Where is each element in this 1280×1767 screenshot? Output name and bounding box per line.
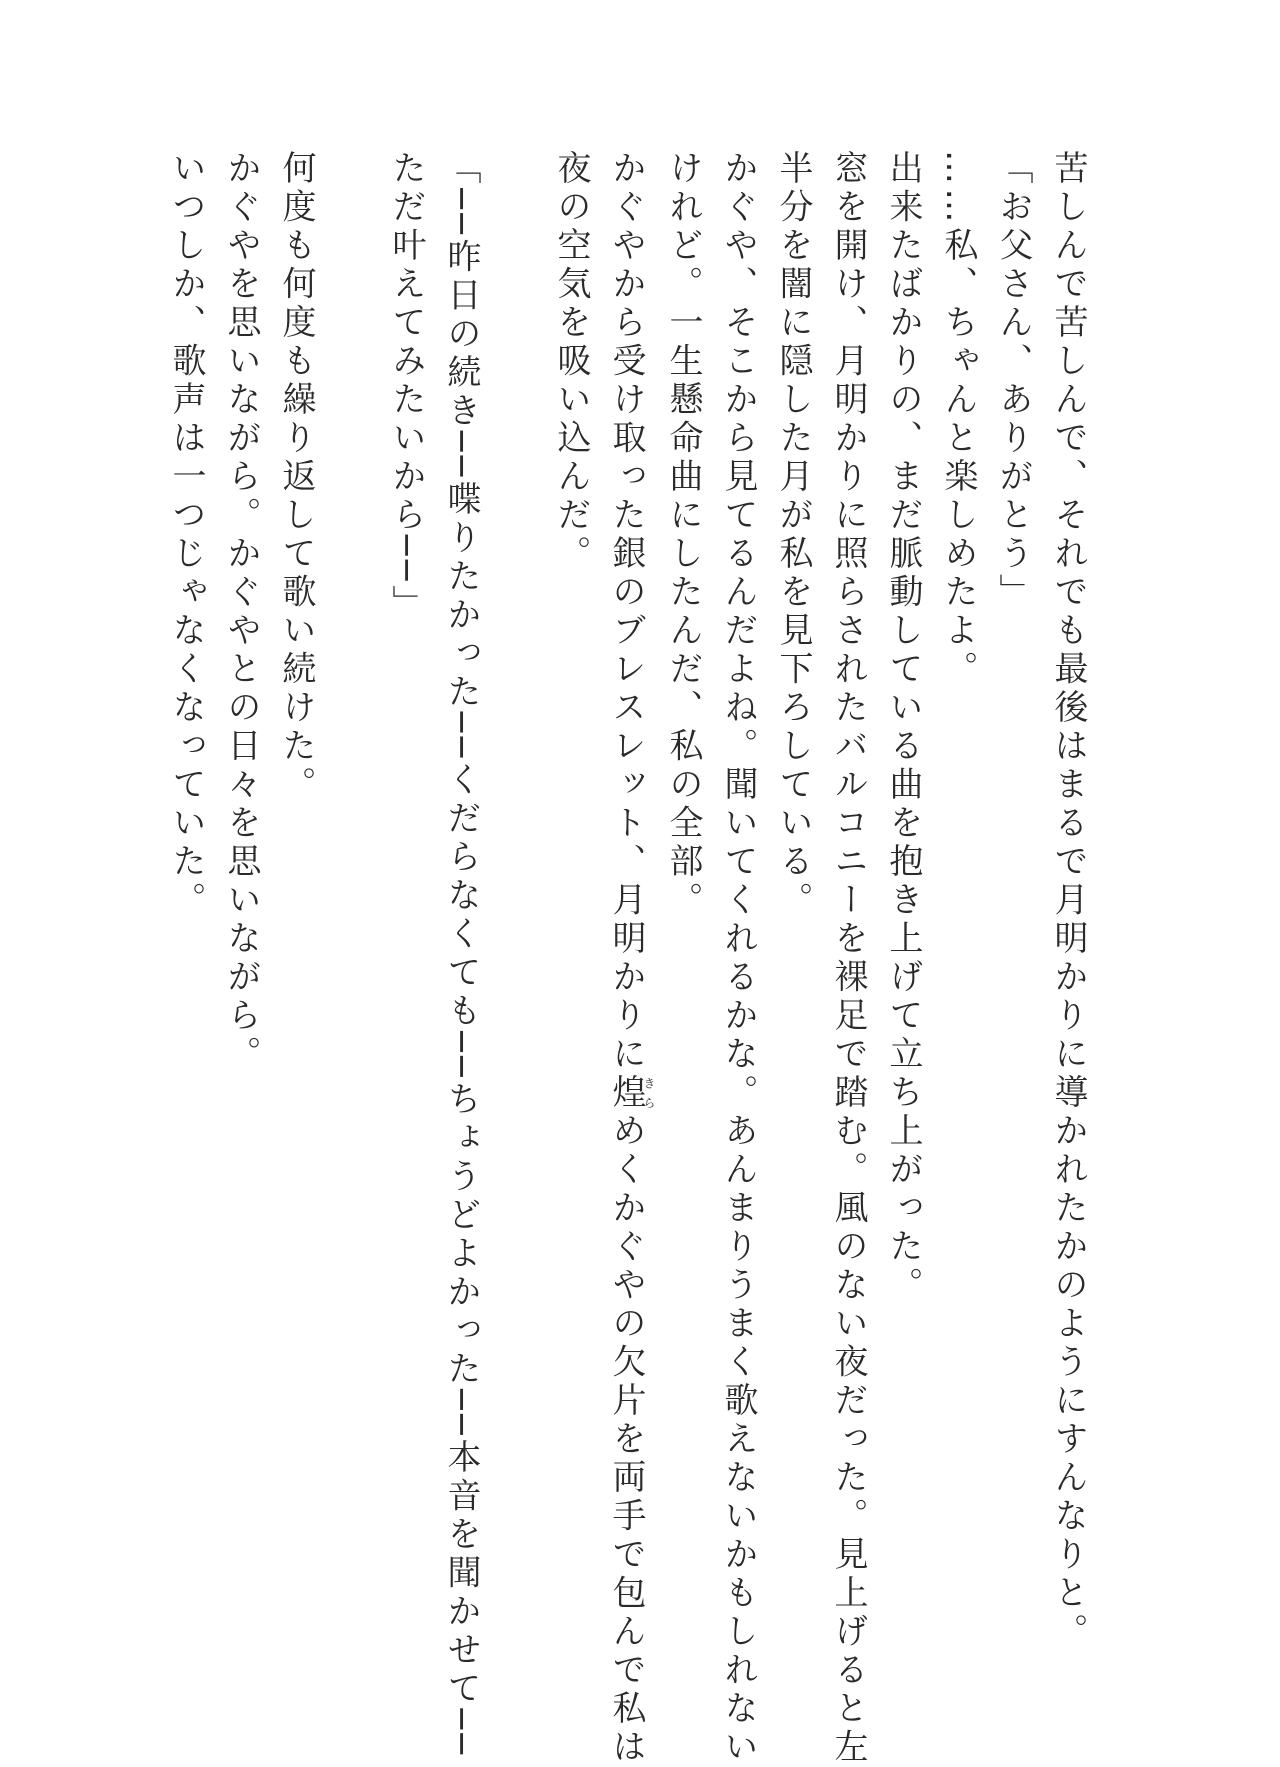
text-line-9-after: めくかぐやの欠片を両手で包んで私は	[606, 1113, 646, 1767]
text-line-6: 半分を闇に隠した月が私を見下ろしている。	[765, 150, 820, 1500]
text-line-1: 苦しんで苦しんで、それでも最後はまるで月明かりに導かれたかのようにすんなりと。	[1040, 150, 1095, 1500]
vertical-text-body	[158, 150, 1095, 1500]
text-line-4: 出来たばかりの、まだ脈動している曲を抱き上げて立ち上がった。	[875, 150, 930, 1500]
text-line-9	[598, 150, 655, 1500]
text-line-10: 夜の空気を吸い込んだ。	[543, 150, 598, 1500]
text-line-7: かぐや、そこから見てるんだよね。聞いてくれるかな。あんまりうまく歌えないかもしれない	[710, 150, 765, 1500]
text-line-3: ……私、ちゃんと楽しめたよ。	[930, 150, 985, 1500]
text-line-16: かぐやを思いながら。かぐやとの日々を思いながら。	[213, 150, 268, 1500]
text-line-17: いつしか、歌声は一つじゃなくなっていた。	[158, 150, 213, 1500]
ruby-kira	[606, 1074, 646, 1113]
paragraph-gap	[323, 150, 378, 1500]
text-line-15: 何度も何度も繰り返して歌い続けた。	[268, 150, 323, 1500]
paragraph-gap	[488, 150, 543, 1500]
text-line-9-before: かぐやから受け取った銀のブレスレット、月明かりに	[606, 150, 646, 1074]
text-line-5: 窓を開け、月明かりに照らされたバルコニーを裸足で踏む。風のない夜だった。見上げると左	[820, 150, 875, 1500]
ruby-reading: きら	[642, 1074, 656, 1113]
text-line-13: ただ叶えてみたいから──」	[378, 150, 433, 1500]
text-line-8: けれど。一生懸命曲にしたんだ、私の全部。	[655, 150, 710, 1500]
ruby-base: 煌	[606, 1074, 646, 1113]
text-line-2: 「お父さん、ありがとう」	[985, 150, 1040, 1500]
text-line-12: 「──昨日の続き──喋りたかった──くだらなくても──ちょうどよかった──本音を聞かせて──	[433, 150, 488, 1500]
